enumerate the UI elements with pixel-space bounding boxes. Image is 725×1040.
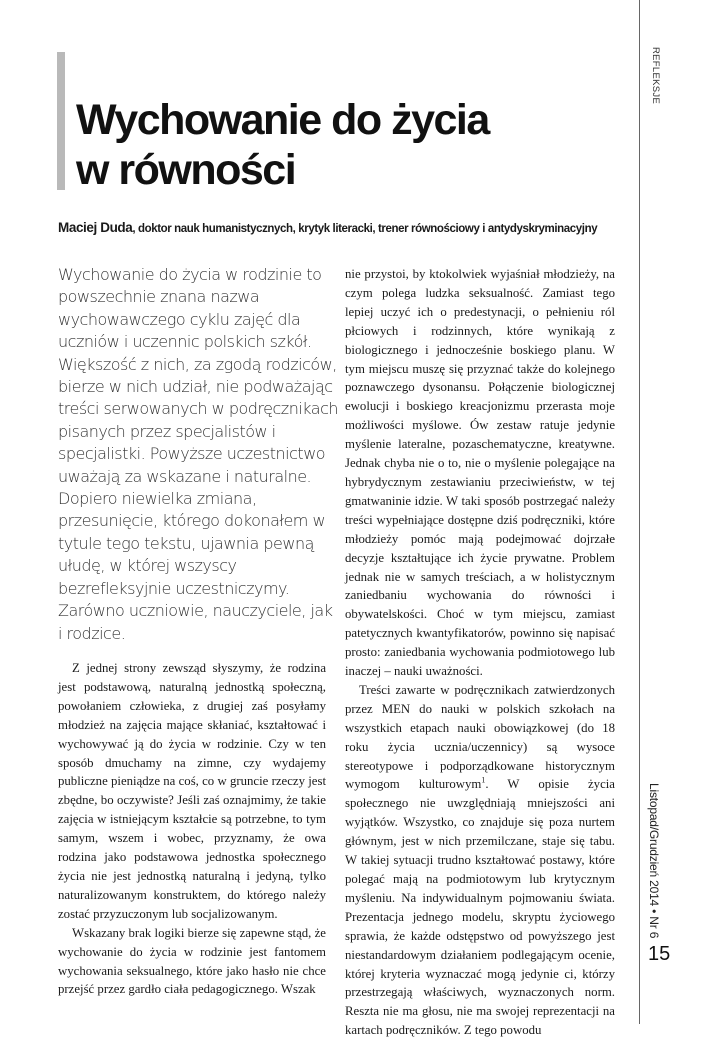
paragraph-text: . W opisie życia społecznego nie uwzględniają mniejszości ani wyjątków. Wszystko, co znajduje się poza nurtem głównym, jest w nich przemilczane, staje się tabu. W takiej sytuacji trudno kształtować postawy, które polegać mają na podmiotowym lub krytycznym myśleniu. Na indywidualnym pojmowaniu świata. Prezentacja jednego modelu, skryptu życiowego sprawia, że każde odstępstwo od powyższego jest niestandardowym działaniem podlegającym ocenie, której kryteria wyznaczać mogą jedynie ci, którzy przestrzegają właściwych, wyznaczonych norm. Reszta nie ma głosu, nie ma swojej reprezentacji na kartach podręczników. Z tego powodu: [345, 777, 615, 1038]
author-name: Maciej Duda: [58, 220, 133, 235]
body-paragraph: Z jednej strony zewsząd słyszymy, że rodzina jest podstawową, naturalną jednostką społeczną, powołaniem człowieka, z drugiej zaś posyłamy młodzież na zajęcia mające skłaniać, kształtować i wychowywać ją do życia w rodzinie. Czy w ten sposób dmuchamy na zimne, czy wydajemy publiczne pieniądze na coś, co w gruncie rzeczy jest zbędne, bo oczywiste? Jeśli zaś oznajmimy, że takie zajęcia w istniejącym kształcie są potrzebne, to tym samym, wszem i wobec, przyznamy, że owa rodzina jako podstawowa jednostka społecznego życia nie jest jednostką naturalną i jedyną, tylko naturalizowanym konstruktem, do którego należy zostać przyzuczonym lub socjalizowanym.: [58, 661, 326, 921]
lead-paragraph: Wychowanie do życia w rodzinie to powszechnie znana nazwa wychowawczego cyklu zajęć dla uczniów i uczennic polskich szkół. Większość z nich, za zgodą rodziców, bierze w nich udział, nie podważając treści serwowanych w podręcznikach pisanych przez specjalistów i specjalistki. Powyższe uczestnictwo uważają za wskazane i naturalne. Dopiero niewielka zmiana, przesunięcie, którego dokonałem w tytule tego tekstu, ujawnia pewną ułudę, w której wszyscy bezrefleksyjnie uczestniczymy. Zarówno uczniowie, nauczyciele, jak i rodzice.: [58, 265, 339, 643]
issue-label: Listopad/Grudzień 2014 • Nr 6: [647, 783, 661, 939]
body-column-right: [345, 265, 615, 1040]
title-accent-bar: [57, 52, 65, 190]
section-label: REFLEKSJE: [650, 47, 661, 105]
author-description: , doktor nauk humanistycznych, krytyk literacki, trener równościowy i antydyskryminacyjny: [132, 223, 598, 235]
title-line-2: w równości: [76, 146, 296, 194]
footnote-reference[interactable]: 1: [481, 776, 486, 786]
margin-rule: [639, 0, 640, 1024]
page-number: 15: [648, 943, 671, 965]
body-paragraph: Wskazany brak logiki bierze się zapewne stąd, że wychowanie do życia w rodzinie jest fantomem wychowania seksualnego, które jako hasło nie chce przejść przez gardło ciała pedagogicznego. Wszak: [58, 925, 326, 997]
title-line-1: Wychowanie do życia: [76, 96, 489, 144]
paragraph-text: Treści zawarte w podręcznikach zatwierdzonych przez MEN do nauki w polskich szkołach na wszystkich etapach nauki obowiązkowej (do 18 roku życia ucznia/uczennicy) są wysoce stereotypowe i podporządkowane historycznym wymogom kulturowym: [345, 682, 615, 792]
body-paragraph: nie przystoi, by ktokolwiek wyjaśniał młodzieży, na czym polega ludzka seksualność. Zamiast tego lepiej uczyć ich o predestynacji, o pełnieniu ról płciowych i rodzinnych, które wynikają z biologicznego i jednocześnie boskiego planu. W tym miejscu muszę się przyznać także do kolejnego poznawczego dysonansu. Połączenie biologicznej ewolucji i boskiego kreacjonizmu przerasta moje możliwości myślowe. Ów zestaw ratuje jedynie myślenie lateralne, pozaschematyczne, kreatywne. Jednak chyba nie o to, nie o myślenie polegające na hybrydycznym zestawianiu przeciwieństw, w tej gmatwaninie idzie. W taki sposób postrzegać należy treści wypełniające dostępne dziś podręczniki, które młodzieży pomóc mają podejmować dojrzałe decyzje kształtujące ich życie prywatne. Problem jednak nie w samych treściach, a w holistycznym zaniedbaniu wychowania do równości i obywatelskości. Choć w tym miejscu, zamiast patetycznych kwantyfikatorów, powinno się napisać prosto: zaniedbania wychowania podmiotowego lub inaczej – nauki uważności.: [345, 267, 615, 679]
article-title: [76, 95, 596, 195]
body-paragraph: [345, 681, 615, 1040]
author-line: [58, 220, 658, 235]
body-column-left: [58, 659, 326, 999]
